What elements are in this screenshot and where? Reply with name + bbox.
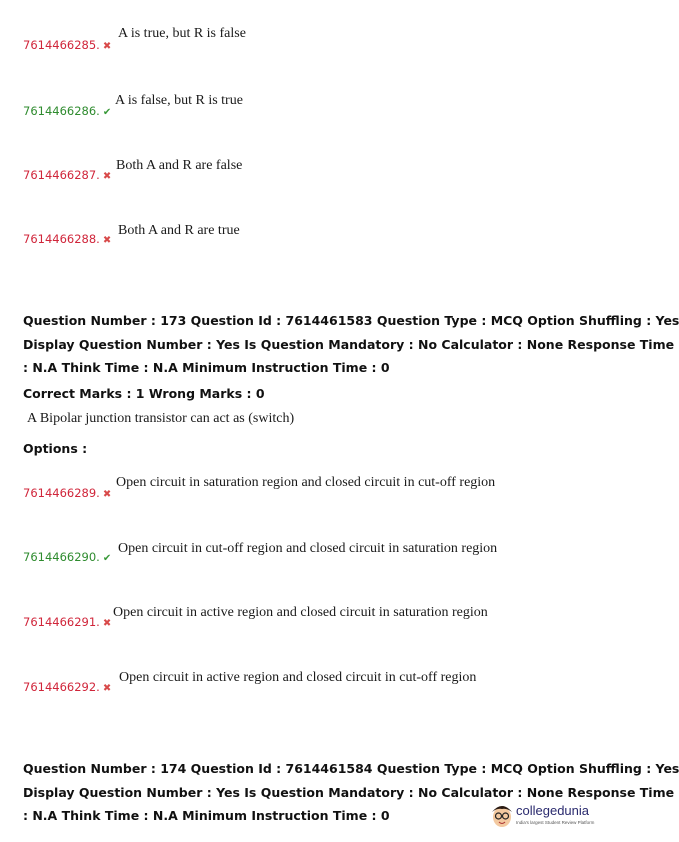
options-label: Options : — [23, 441, 88, 456]
option-text: A is true, but R is false — [118, 26, 246, 41]
option-text: Open circuit in cut-off region and closed circuit in saturation region — [118, 541, 498, 556]
check-icon: ✔ — [102, 107, 112, 118]
question-text: A Bipolar junction transistor can act as (switch) — [27, 411, 295, 426]
meta-line: : N.A Think Time : N.A Minimum Instruction Time : 0 — [23, 808, 390, 823]
option-id: 7614466288. ✖ — [23, 232, 112, 246]
option-text: Both A and R are true — [118, 223, 240, 238]
logo-tagline: India's largest Student Review Platform — [516, 820, 595, 825]
option-id: 7614466287. ✖ — [23, 168, 112, 182]
check-icon: ✔ — [102, 553, 112, 564]
cross-icon: ✖ — [102, 683, 112, 694]
option-text: Open circuit in saturation region and closed circuit in cut-off region — [116, 475, 496, 490]
option-text: Open circuit in active region and closed circuit in saturation region — [113, 605, 488, 620]
cross-icon: ✖ — [102, 171, 112, 182]
option-id: 7614466286. ✔ — [23, 104, 112, 118]
meta-line: : N.A Think Time : N.A Minimum Instruction Time : 0 — [23, 360, 390, 375]
option-text: Both A and R are false — [116, 158, 243, 173]
cross-icon: ✖ — [102, 618, 112, 629]
question-173-meta — [23, 309, 679, 380]
option-id: 7614466289. ✖ — [23, 486, 112, 500]
meta-line: Display Question Number : Yes Is Question Mandatory : No Calculator : None Response Time — [23, 336, 675, 352]
option-id: 7614466290. ✔ — [23, 550, 112, 564]
option-text: Open circuit in active region and closed circuit in cut-off region — [119, 670, 477, 685]
logo-brand-text: collegedunia — [516, 803, 590, 818]
option-id: 7614466285. ✖ — [23, 38, 112, 52]
collegedunia-logo — [489, 800, 593, 834]
meta-line: Question Number : 173 Question Id : 7614461583 Question Type : MCQ Option Shuffling : Yes — [23, 313, 679, 328]
cross-icon: ✖ — [102, 235, 112, 246]
option-id: 7614466292. ✖ — [23, 680, 112, 694]
meta-line: Question Number : 174 Question Id : 7614461584 Question Type : MCQ Option Shuffling : Yes — [23, 761, 679, 776]
option-id: 7614466291. ✖ — [23, 615, 112, 629]
cross-icon: ✖ — [102, 41, 112, 52]
option-text: A is false, but R is true — [115, 93, 243, 108]
meta-line: Display Question Number : Yes Is Question Mandatory : No Calculator : None Response Time — [23, 784, 675, 800]
mascot-face-icon — [489, 800, 515, 830]
marks-info: Correct Marks : 1 Wrong Marks : 0 — [23, 386, 265, 401]
cross-icon: ✖ — [102, 489, 112, 500]
